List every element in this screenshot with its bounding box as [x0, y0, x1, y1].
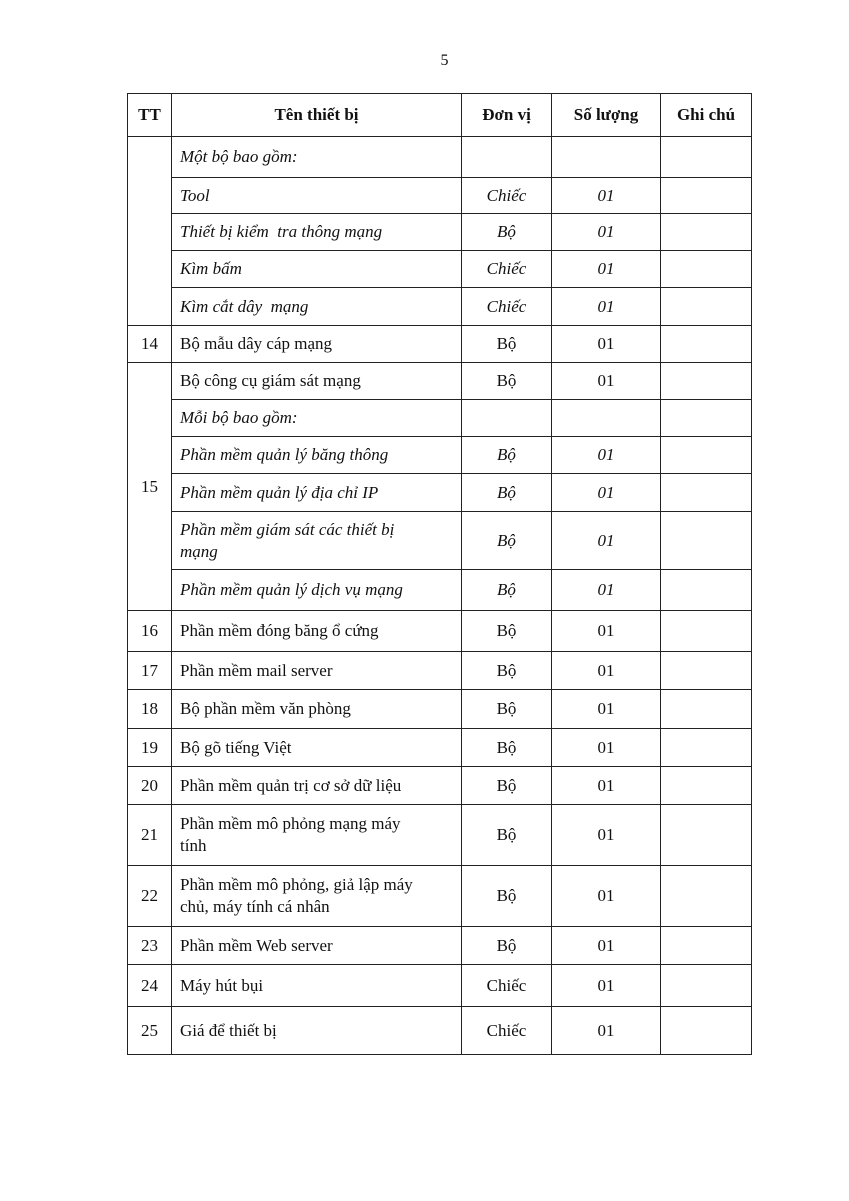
row-unit: Chiếc: [462, 178, 552, 214]
table-row: [128, 214, 752, 251]
table-row: [128, 729, 752, 767]
table-row: [128, 400, 752, 437]
row-unit: Bộ: [462, 866, 552, 927]
row-note: [661, 214, 752, 251]
row-unit: Bộ: [462, 214, 552, 251]
row-qty: 01: [552, 363, 661, 400]
row-name: Phần mềm mô phỏng mạng máy tính: [172, 805, 462, 866]
table-row: [128, 137, 752, 178]
row-note: [661, 652, 752, 690]
row-note: [661, 400, 752, 437]
row-note: [661, 363, 752, 400]
row-name: Phần mềm quản lý băng thông: [172, 437, 462, 474]
row-qty: [552, 400, 661, 437]
table-row: [128, 178, 752, 214]
row-qty: 01: [552, 512, 661, 570]
row-unit: Bộ: [462, 690, 552, 729]
row-note: [661, 178, 752, 214]
header-qty: Số lượng: [552, 94, 661, 137]
row-qty: 01: [552, 805, 661, 866]
row-tt: 19: [128, 729, 172, 767]
row-unit: Bộ: [462, 927, 552, 965]
row-unit: Bộ: [462, 729, 552, 767]
row-unit: Bộ: [462, 611, 552, 652]
row-qty: [552, 137, 661, 178]
table-row: [128, 474, 752, 512]
table-row: [128, 512, 752, 570]
row-note: [661, 251, 752, 288]
row-qty: 01: [552, 729, 661, 767]
row-unit: Chiếc: [462, 288, 552, 326]
row-tt: 15: [128, 363, 172, 611]
row-note: [661, 137, 752, 178]
row-name: Phần mềm quản lý dịch vụ mạng: [172, 570, 462, 611]
row-note: [661, 437, 752, 474]
table-row: [128, 251, 752, 288]
row-note: [661, 729, 752, 767]
equipment-table: [127, 93, 752, 1055]
row-qty: 01: [552, 690, 661, 729]
row-unit: Bộ: [462, 767, 552, 805]
row-qty: 01: [552, 611, 661, 652]
row-tt: 16: [128, 611, 172, 652]
row-tt: 23: [128, 927, 172, 965]
row-tt: 22: [128, 866, 172, 927]
row-name: Kìm bấm: [172, 251, 462, 288]
row-qty: 01: [552, 178, 661, 214]
row-qty: 01: [552, 288, 661, 326]
table-header-row: [128, 94, 752, 137]
row-name: Phần mềm quản trị cơ sở dữ liệu: [172, 767, 462, 805]
row-unit: Bộ: [462, 437, 552, 474]
row-note: [661, 474, 752, 512]
row-name: Bộ mẫu dây cáp mạng: [172, 326, 462, 363]
row-tt: 14: [128, 326, 172, 363]
row-note: [661, 805, 752, 866]
row-name: Phần mềm đóng băng ổ cứng: [172, 611, 462, 652]
row-tt: [128, 137, 172, 326]
row-tt: 18: [128, 690, 172, 729]
row-qty: 01: [552, 965, 661, 1007]
row-qty: 01: [552, 866, 661, 927]
table-row: [128, 927, 752, 965]
table-row: [128, 652, 752, 690]
table-row: [128, 326, 752, 363]
row-tt: 21: [128, 805, 172, 866]
row-name: Giá để thiết bị: [172, 1007, 462, 1055]
row-name: Thiết bị kiểm tra thông mạng: [172, 214, 462, 251]
row-note: [661, 326, 752, 363]
row-qty: 01: [552, 326, 661, 363]
table-row: [128, 570, 752, 611]
header-name: Tên thiết bị: [172, 94, 462, 137]
row-note: [661, 767, 752, 805]
table-row: [128, 805, 752, 866]
row-qty: 01: [552, 251, 661, 288]
row-qty: 01: [552, 474, 661, 512]
row-note: [661, 512, 752, 570]
row-note: [661, 927, 752, 965]
row-tt: 17: [128, 652, 172, 690]
header-note: Ghi chú: [661, 94, 752, 137]
row-unit: Bộ: [462, 570, 552, 611]
table-row: [128, 767, 752, 805]
row-note: [661, 690, 752, 729]
row-unit: [462, 400, 552, 437]
row-name: Mỗi bộ bao gồm:: [172, 400, 462, 437]
row-unit: Chiếc: [462, 965, 552, 1007]
row-qty: 01: [552, 437, 661, 474]
row-name: Tool: [172, 178, 462, 214]
row-unit: Bộ: [462, 363, 552, 400]
row-qty: 01: [552, 767, 661, 805]
row-name: Bộ phần mềm văn phòng: [172, 690, 462, 729]
row-name: Bộ gõ tiếng Việt: [172, 729, 462, 767]
row-note: [661, 866, 752, 927]
row-name: Kìm cắt dây mạng: [172, 288, 462, 326]
row-note: [661, 570, 752, 611]
row-qty: 01: [552, 214, 661, 251]
table-row: [128, 611, 752, 652]
row-qty: 01: [552, 652, 661, 690]
row-note: [661, 965, 752, 1007]
row-unit: [462, 137, 552, 178]
row-name: Phần mềm mô phỏng, giả lập máy chủ, máy tính cá nhân: [172, 866, 462, 927]
row-name: Phần mềm giám sát các thiết bị mạng: [172, 512, 462, 570]
row-name: Phần mềm Web server: [172, 927, 462, 965]
row-tt: 24: [128, 965, 172, 1007]
row-qty: 01: [552, 570, 661, 611]
row-name: Bộ công cụ giám sát mạng: [172, 363, 462, 400]
table-row: [128, 288, 752, 326]
row-qty: 01: [552, 1007, 661, 1055]
header-unit: Đơn vị: [462, 94, 552, 137]
row-tt: 20: [128, 767, 172, 805]
row-tt: 25: [128, 1007, 172, 1055]
row-name: Một bộ bao gồm:: [172, 137, 462, 178]
row-unit: Bộ: [462, 474, 552, 512]
row-unit: Bộ: [462, 652, 552, 690]
table-row: [128, 1007, 752, 1055]
row-unit: Bộ: [462, 326, 552, 363]
table-row: [128, 965, 752, 1007]
row-qty: 01: [552, 927, 661, 965]
table-row: [128, 690, 752, 729]
row-name: Máy hút bụi: [172, 965, 462, 1007]
row-name: Phần mềm mail server: [172, 652, 462, 690]
row-note: [661, 1007, 752, 1055]
row-unit: Bộ: [462, 512, 552, 570]
table-row: [128, 363, 752, 400]
table-row: [128, 437, 752, 474]
row-note: [661, 611, 752, 652]
page-number: 5: [440, 52, 449, 69]
row-unit: Chiếc: [462, 251, 552, 288]
header-tt: TT: [128, 94, 172, 137]
row-unit: Bộ: [462, 805, 552, 866]
row-unit: Chiếc: [462, 1007, 552, 1055]
row-name: Phần mềm quản lý địa chỉ IP: [172, 474, 462, 512]
row-note: [661, 288, 752, 326]
table-row: [128, 866, 752, 927]
